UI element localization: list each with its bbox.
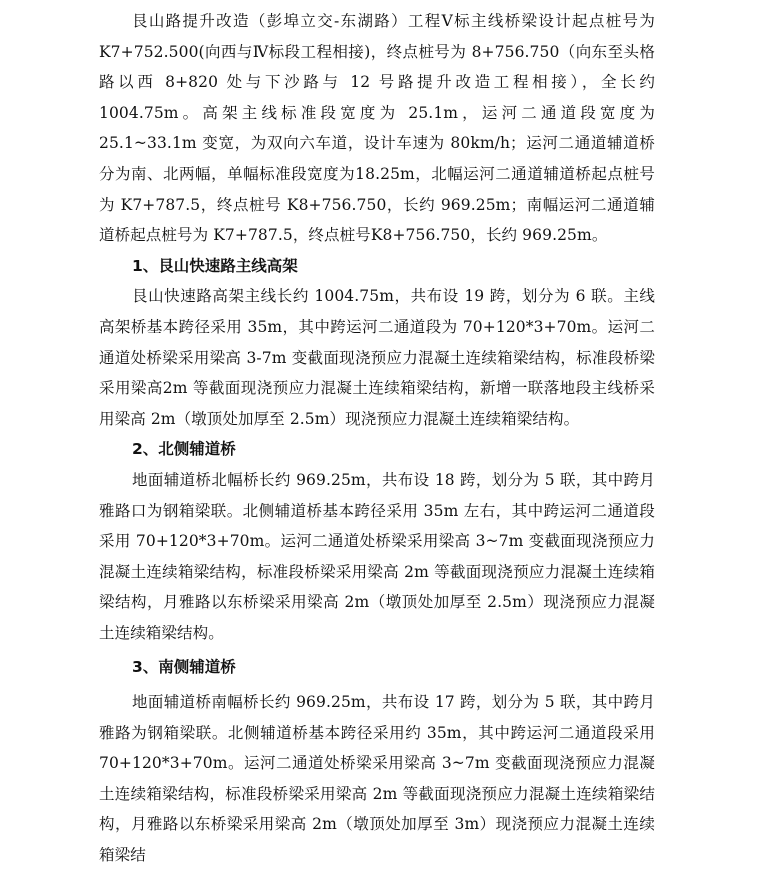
section-heading-north: 2、北侧辅道桥 (132, 440, 236, 459)
section-heading-mainline: 1、艮山快速路主线高架 (132, 256, 298, 275)
section-heading-south: 3、南侧辅道桥 (132, 658, 236, 677)
document-page (99, 6, 655, 871)
section-body-north: 地面辅道桥北幅桥长约 969.25m，共布设 18 跨，划分为 5 联，其中跨月雅路口为钢箱梁联。北侧辅道桥基本跨径采用 35m 左右，其中跨运河二通道段采用 70+120*3+70m。运河二通道处桥梁采用梁高 3~7m 变截面现浇预应力混凝土连续箱梁结构，标准段桥梁采用梁高 2m 等截面现浇预应力混凝土连续箱梁结构，月雅路以东桥梁采用梁高 2m（墩顶处加厚至 2.5m）现浇预应力混凝土连续箱梁结构。 (99, 470, 655, 642)
intro-paragraph: 艮山路提升改造（彭埠立交-东湖路）工程Ⅴ标主线桥梁设计起点桩号为K7+752.500(向西与Ⅳ标段工程相接)，终点桩号为 8+756.750（向东至头格路以西 8+820 处与下沙路与 12 号路提升改造工程相接），全长约 1004.75m。高架主线标准段宽度为 25.1m，运河二通道段宽度为 25.1~33.1m 变宽，为双向六车道，设计车速为 80km/h；运河二通道辅道桥分为南、北两幅，单幅标准段宽度为18.25m，北幅运河二通道辅道桥起点桩号为 K7+787.5，终点桩号 K8+756.750，长约 969.25m；南幅运河二通道辅道桥起点桩号为 K7+787.5，终点桩号K8+756.750，长约 969.25m。 (99, 12, 655, 245)
section-body-mainline: 艮山快速路高架主线长约 1004.75m，共布设 19 跨，划分为 6 联。主线高架桥基本跨径采用 35m，其中跨运河二通道段为 70+120*3+70m。运河二通道处桥梁采用梁高 3-7m 变截面现浇预应力混凝土连续箱梁结构，标准段桥梁采用梁高2m 等截面现浇预应力混凝土连续箱梁结构，新增一联落地段主线桥采用梁高 2m（墩顶处加厚至 2.5m）现浇预应力混凝土连续箱梁结构。 (99, 287, 655, 428)
section-body-south: 地面辅道桥南幅桥长约 969.25m，共布设 17 跨，划分为 5 联，其中跨月雅路为钢箱梁联。北侧辅道桥基本跨径采用约 35m，其中跨运河二通道段采用70+120*3+70m。运河二通道处桥梁采用梁高 3~7m 变截面现浇预应力混凝土连续箱梁结构，标准段桥梁采用梁高 2m 等截面现浇预应力混凝土连续箱梁结构，月雅路以东桥梁采用梁高 2m（墩顶处加厚至 3m）现浇预应力混凝土连续箱梁结 (99, 693, 655, 865)
